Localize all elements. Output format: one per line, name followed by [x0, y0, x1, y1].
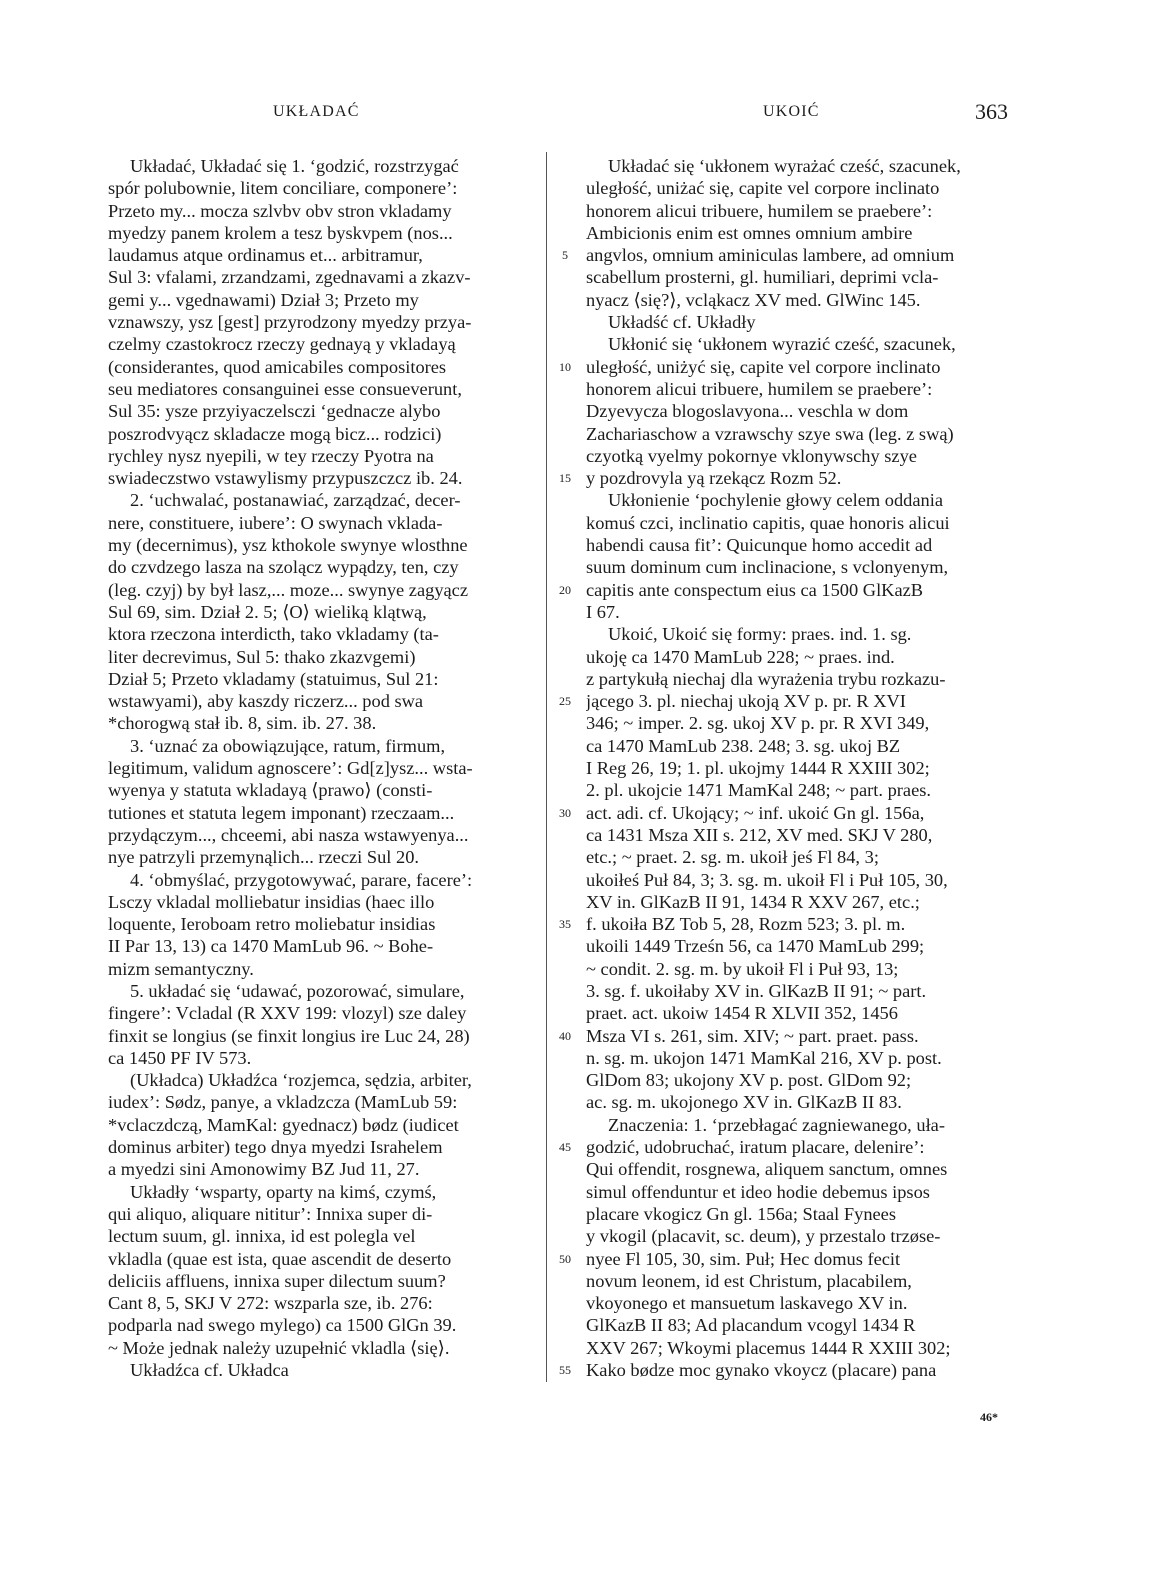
text-line: placare vkogicz Gn gl. 156a; Staal Fynees: [586, 1203, 896, 1224]
text-line: Ambicionis enim est omnes omnium ambire: [586, 222, 913, 243]
line-number: 35: [559, 917, 571, 932]
text-line: praet. act. ukoiw 1454 R XLVII 352, 1456: [586, 1003, 898, 1024]
text-line: 3. sg. f. ukoiłaby XV in. GlKazB II 91; ~ part.: [586, 980, 927, 1001]
text-line: Układść cf. Układły: [608, 312, 756, 333]
text-line: capitis ante conspectum eius ca 1500 GlKazB: [586, 579, 924, 600]
right-column: [586, 155, 1008, 1381]
text-line: I 67.: [586, 601, 620, 622]
text-line: Przeto my... mocza szlvbv obv stron vkladamy: [108, 200, 452, 221]
text-line: liter decrevimus, Sul 5: thako zkazvgemi): [108, 646, 416, 667]
text-line: Znaczenia: 1. ʻprzebłagać zagniewanego, uła-: [608, 1114, 945, 1135]
text-line: Ukłonić się ʻukłonem wyrazić cześć, szacunek,: [608, 334, 956, 355]
text-line: Dzyevycza blogoslavyona... veschla w dom: [586, 401, 909, 422]
running-head: [0, 99, 1155, 129]
text-line: Układać, Układać się 1. ʻgodzić, rozstrzygać: [130, 156, 459, 176]
text-line: 5. układać się ʻudawać, pozorować, simulare,: [130, 980, 465, 1001]
text-line: legitimum, validum agnoscereʼ: Gd[z]ysz... wsta-: [108, 758, 473, 779]
text-line: nyee Fl 105, 30, sim. Puł; Hec domus fecit: [586, 1248, 901, 1269]
text-line: Sul 3: vfalami, zrzandzami, zgednavami a zkazv-: [108, 267, 471, 288]
text-line: fingereʼ: Vcladal (R XXV 199: vlozyl) sze daley: [108, 1003, 467, 1024]
text-line: Cant 8, 5, SKJ V 272: wszparla sze, ib. 276:: [108, 1293, 433, 1314]
text-line: finxit se longius (se finxit longius ire Luc 24, 28): [108, 1025, 470, 1046]
left-column: [108, 155, 538, 1381]
text-line: Sul 35: ysze przyiyaczelsczi ʻgednacze alybo: [108, 401, 441, 422]
text-line: habendi causa fitʼ: Quicunque homo accedit ad: [586, 535, 933, 556]
text-line: n. sg. m. ukojon 1471 MamKal 216, XV p. post.: [586, 1047, 942, 1068]
line-number: 10: [559, 359, 571, 374]
text-line: angvlos, omnium aminiculas lambere, ad omnium: [586, 245, 955, 266]
text-line: godzić, udobruchać, iratum placare, delenireʼ:: [586, 1137, 925, 1158]
text-line: nye patrzyli przemynąlich... rzeczi Sul 20.: [108, 847, 419, 868]
text-line: Ukoić, Ukoić się formy: praes. ind. 1. sg.: [608, 624, 912, 645]
text-line: z partykułą niechaj dla wyrażenia trybu rozkazu-: [586, 668, 946, 689]
text-line: wyenya y statuta wkladayą ⟨prawo⟩ (consti-: [108, 780, 433, 801]
text-line: nyacz ⟨się?⟩, vcląkacz XV med. GlWinc 145.: [586, 289, 921, 310]
text-line: tutiones et statuta legem imponant) rzeczaam...: [108, 802, 455, 823]
text-line: *vclaczdczą, MamKal: gyednacz) bødz (iudicet: [108, 1114, 459, 1135]
line-number: 55: [559, 1363, 571, 1378]
line-number: 20: [559, 582, 571, 597]
text-line: vkoyonego et mansuetum laskavego XV in.: [586, 1293, 908, 1314]
text-line: etc.; ~ praet. 2. sg. m. ukoił jeś Fl 84, 3;: [586, 847, 879, 868]
text-line: honorem alicui tribuere, humilem se praebereʼ:: [586, 378, 933, 399]
text-line: qui aliquo, aliquare nititurʼ: Innixa super di-: [108, 1203, 433, 1224]
text-line: act. adi. cf. Ukojący; ~ inf. ukoić Gn gl. 156a,: [586, 802, 925, 823]
text-line: scabellum prosterni, gl. humiliari, deprimi vcla-: [586, 267, 939, 288]
text-line: przydączym..., chceemi, abi nasza wstawyenya...: [108, 824, 469, 845]
text-line: GlKazB II 83; Ad placandum vcogyl 1434 R: [586, 1315, 916, 1336]
text-line: simul offenduntur et ideo hodie debemus ipsos: [586, 1181, 930, 1202]
text-line: dominus arbiter) tego dnya myedzi Israhelem: [108, 1137, 443, 1158]
text-line: wstawyami), aby kaszdy riczerz... pod swa: [108, 691, 424, 712]
line-number: 50: [559, 1251, 571, 1266]
text-line: vznawszy, ysz [gest] przyrodzony myedzy przya-: [108, 312, 472, 333]
text-line: 4. ʻobmyślać, przygotowywać, parare, facereʼ:: [130, 869, 473, 890]
text-line: Msza VI s. 261, sim. XIV; ~ part. praet. pass.: [586, 1025, 919, 1046]
running-head-right: UKOIĆ: [763, 103, 820, 120]
text-line: czyotką vyelmy pokornye vklonywschy szye: [586, 445, 917, 466]
text-line: loquente, Ieroboam retro moliebatur insidias: [108, 914, 436, 935]
text-line: Kako bødze moc gynako vkoycz (placare) pana: [586, 1360, 937, 1381]
text-line: a myedzi sini Amonowimy BZ Jud 11, 27.: [108, 1159, 420, 1180]
line-number: 30: [559, 805, 571, 820]
text-line: Qui offendit, rosgnewa, aliquem sanctum, omnes: [586, 1159, 948, 1180]
text-line: GlDom 83; ukojony XV p. post. GlDom 92;: [586, 1070, 912, 1091]
column-divider: [546, 152, 547, 1382]
text-line: 2. ʻuchwalać, postanawiać, zarządzać, decer-: [130, 490, 461, 511]
text-line: uległość, uniżać się, capite vel corpore inclinato: [586, 178, 940, 199]
text-line: ca 1470 MamLub 238. 248; 3. sg. ukoj BZ: [586, 735, 901, 756]
text-line: novum leonem, id est Christum, placabilem,: [586, 1270, 912, 1291]
text-line: lectum suum, gl. innixa, id est polegla vel: [108, 1226, 416, 1247]
text-line: y pozdrovyla yą rzekącz Rozm 52.: [586, 468, 842, 489]
text-line: my (decernimus), ysz kthokole swynye wlosthne: [108, 535, 468, 556]
text-line: ca 1450 PF IV 573.: [108, 1047, 252, 1068]
text-line: f. ukoiła BZ Tob 5, 28, Rozm 523; 3. pl. m.: [586, 914, 906, 935]
text-line: I Reg 26, 19; 1. pl. ukojmy 1444 R XXIII 302;: [586, 758, 930, 779]
text-line: deliciis affluens, innixa super dilectum suum?: [108, 1270, 446, 1291]
text-line: Dział 5; Przeto vkladamy (statuimus, Sul 21:: [108, 668, 439, 689]
text-line: iudexʼ: Sødz, panye, a vkladzcza (MamLub 59:: [108, 1092, 458, 1113]
text-line: 346; ~ imper. 2. sg. ukoj XV p. pr. R XVI 349,: [586, 713, 930, 734]
line-number: 5: [562, 248, 568, 263]
text-line: ~ Może jednak należy uzupełnić vkladla ⟨się⟩.: [108, 1337, 450, 1358]
text-line: rychley nysz nyepili, w tey rzeczy Pyotra na: [108, 445, 434, 466]
text-line: laudamus atque ordinamus et... arbitramur,: [108, 245, 423, 266]
text-line: 2. pl. ukojcie 1471 MamKal 248; ~ part. praes.: [586, 780, 931, 801]
text-line: Ukłonienie ʻpochylenie głowy celem oddania: [608, 490, 944, 511]
text-line: ukoiłeś Puł 84, 3; 3. sg. m. ukoił Fl i Puł 105, 30,: [586, 869, 948, 890]
line-number: 25: [559, 694, 571, 709]
text-line: ac. sg. m. ukojonego XV in. GlKazB II 83.: [586, 1092, 902, 1113]
text-line: Układać się ʻukłonem wyrażać cześć, szacunek,: [608, 156, 961, 176]
text-line: swiadeczstwo vstawylismy przypuszczcz ib. 24.: [108, 468, 463, 489]
text-line: XV in. GlKazB II 91, 1434 R XXV 267, etc.;: [586, 891, 920, 912]
sheet-signature: 46*: [980, 1410, 998, 1424]
text-line: uległość, uniżyć się, capite vel corpore inclinato: [586, 356, 941, 377]
text-line: nere, constituere, iubereʼ: O swynach vklada-: [108, 512, 443, 533]
text-line: ~ condit. 2. sg. m. by ukoił Fl i Puł 93, 13;: [586, 958, 899, 979]
page-number: 363: [975, 99, 1008, 124]
text-line: seu mediatores consanguinei esse consueverunt,: [108, 378, 462, 399]
running-head-left: UKŁADAĆ: [273, 103, 360, 120]
line-number: 45: [559, 1140, 571, 1155]
text-line: honorem alicui tribuere, humilem se praebereʼ:: [586, 200, 933, 221]
text-line: Układźca cf. Układca: [130, 1360, 289, 1381]
text-line: czelmy czastokrocz rzeczy gednayą y vkladayą: [108, 334, 456, 355]
text-line: mizm semantyczny.: [108, 958, 254, 979]
text-line: Zachariaschow a vzrawschy szye swa (leg. z swą): [586, 423, 954, 444]
text-line: Sul 69, sim. Dział 2. 5; ⟨O⟩ wieliką klątwą,: [108, 601, 427, 622]
line-number: 15: [559, 471, 571, 486]
text-line: jącego 3. pl. niechaj ukoją XV p. pr. R XVI: [586, 691, 906, 712]
text-line: (leg. czyj) by był lasz,... moze... swynye zagyącz: [108, 579, 469, 600]
text-line: XXV 267; Wkoymi placemus 1444 R XXIII 302;: [586, 1337, 951, 1358]
text-line: (Układca) Układźca ʻrozjemca, sędzia, arbiter,: [130, 1070, 472, 1091]
text-line: podparla nad swego mylego) ca 1500 GlGn 39.: [108, 1315, 457, 1336]
text-line: ca 1431 Msza XII s. 212, XV med. SKJ V 280,: [586, 824, 933, 845]
text-line: gemi y... vgednawami) Dział 3; Przeto my: [108, 289, 419, 310]
text-line: suum dominum cum inclinacione, s vclonyenym,: [586, 557, 949, 578]
text-line: Układły ʻwsparty, oparty na kimś, czymś,: [130, 1181, 437, 1202]
text-line: ukoję ca 1470 MamLub 228; ~ praes. ind.: [586, 646, 895, 667]
text-line: komuś czci, inclinatio capitis, quae honoris alicui: [586, 512, 950, 533]
text-line: poszrodvyącz skladacze mogą bicz... rodzici): [108, 423, 442, 444]
text-line: (considerantes, quod amicabiles compositores: [108, 356, 447, 377]
text-line: y vkogil (placavit, sc. deum), y przestalo trzøse-: [586, 1226, 941, 1247]
text-line: vkladla (quae est ista, quae ascendit de deserto: [108, 1248, 452, 1269]
text-line: II Par 13, 13) ca 1470 MamLub 96. ~ Bohe-: [108, 936, 434, 957]
text-line: *chorogwą stał ib. 8, sim. ib. 27. 38.: [108, 713, 377, 734]
text-line: Lsczy vkladal molliebatur insidias (haec illo: [108, 891, 435, 912]
text-line: myedzy panem krolem a tesz byskvpem (nos...: [108, 222, 453, 243]
text-line: spór polubownie, litem conciliare, componereʼ:: [108, 178, 458, 199]
text-line: ukoili 1449 Trześn 56, ca 1470 MamLub 299;: [586, 936, 925, 957]
line-number: 40: [559, 1028, 571, 1043]
text-line: 3. ʻuznać za obowiązujące, ratum, firmum,: [130, 735, 446, 756]
text-line: do czvdzego lasza na szolącz wypądzy, ten, czy: [108, 557, 459, 578]
text-line: ktora rzeczona interdicth, tako vkladamy (ta-: [108, 624, 439, 645]
